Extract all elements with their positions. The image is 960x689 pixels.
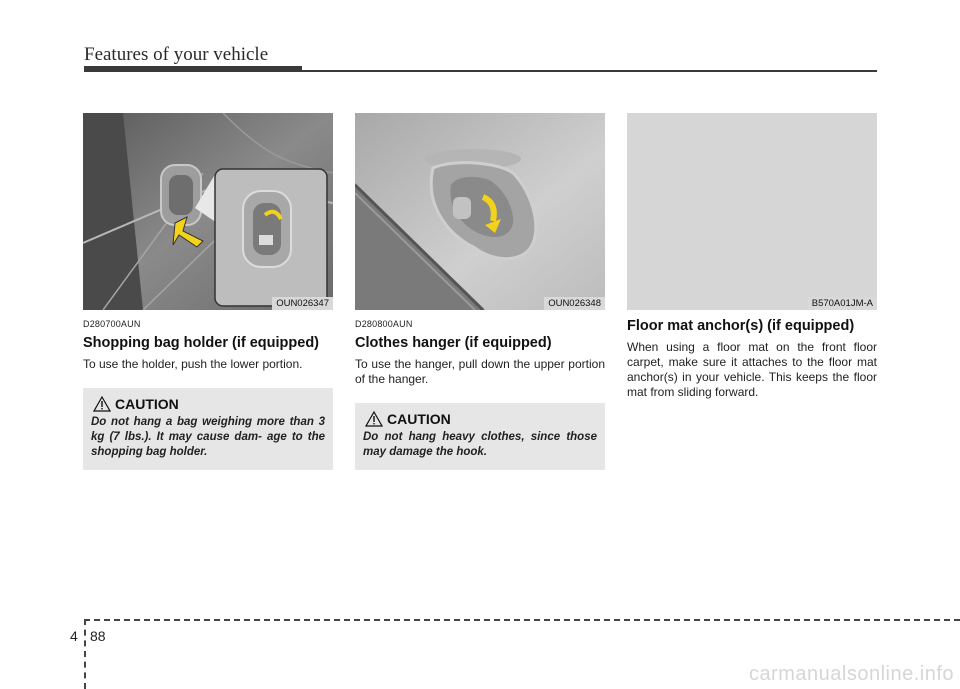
caution-text: Do not hang heavy clothes, since those may damage the hook. (363, 431, 597, 458)
clothes-hanger-illustration (355, 113, 605, 310)
image-code-label: OUN026347 (272, 297, 333, 310)
watermark: carmanualsonline.info (748, 663, 954, 685)
section-body: When using a floor mat on the front floor carpet, make sure it attaches to the floor mat anchor(s) in your vehicle. This keeps the floor mat from sliding forward. (627, 340, 877, 399)
section-floor-mat-anchor (627, 113, 877, 400)
section-heading: Shopping bag holder (if equipped) (83, 335, 320, 351)
section-clothes-hanger (355, 113, 605, 470)
section-code: D280800AUN (355, 319, 413, 329)
caution-title: CAUTION (115, 396, 179, 412)
caution-header (363, 411, 597, 427)
image-code-label: OUN026348 (544, 297, 605, 310)
header-rule-thin (84, 70, 877, 72)
warning-triangle-icon (93, 396, 111, 412)
image-code-label: B570A01JM-A (808, 297, 877, 310)
warning-triangle-icon (365, 411, 383, 427)
caution-header (91, 396, 325, 412)
page-header-title: Features of your vehicle (84, 44, 269, 65)
chapter-number: 4 (70, 628, 78, 644)
caution-text: Do not hang a bag weighing more than 3 kg (7 lbs.). It may cause dam- age to the shopping bag holder. (91, 416, 325, 458)
section-shopping-bag-holder (83, 113, 333, 470)
caution-title: CAUTION (387, 411, 451, 427)
floor-mat-placeholder (627, 113, 877, 310)
caution-box (83, 388, 333, 470)
section-body: To use the hanger, pull down the upper portion of the hanger. (355, 357, 605, 386)
floor-mat-anchor-photo (627, 113, 877, 310)
caution-box (355, 403, 605, 470)
shopping-bag-holder-photo (83, 113, 333, 310)
shopping-bag-holder-illustration (83, 113, 333, 310)
section-heading: Clothes hanger (if equipped) (355, 335, 552, 351)
page-number: 88 (90, 628, 106, 644)
section-heading: Floor mat anchor(s) (if equipped) (627, 318, 855, 334)
footer-vertical-rule (84, 619, 86, 689)
section-body: To use the holder, push the lower portion. (83, 357, 303, 371)
footer-rule (84, 619, 960, 621)
section-code: D280700AUN (83, 319, 141, 329)
clothes-hanger-photo (355, 113, 605, 310)
